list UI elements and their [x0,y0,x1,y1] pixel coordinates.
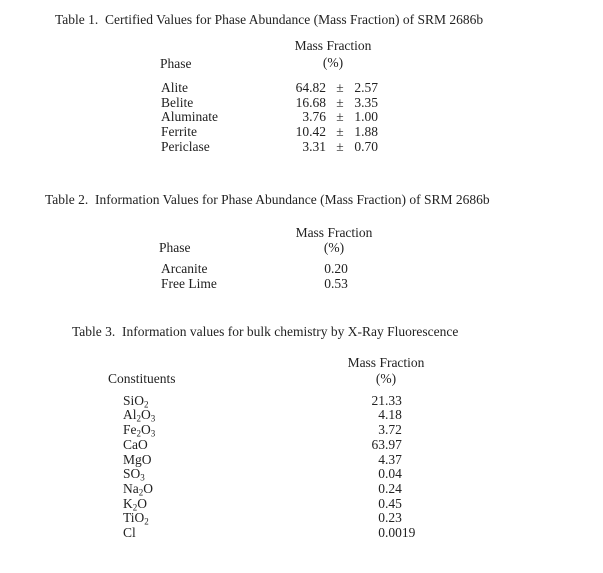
table-row [0,525,603,540]
mass-fraction-value-fraction: .23 [385,510,402,526]
formula-text: TiO [123,510,145,526]
table-2-value-column-header-line2: (%) [323,239,345,255]
mass-fraction-value-fraction: .45 [385,495,402,511]
mass-fraction-value-fraction: .33 [385,392,402,408]
mass-fraction-value-integer: 4 [378,451,385,467]
table-row [0,393,603,408]
mass-fraction-value-fraction: .20 [331,260,348,276]
formula-text: O [137,495,147,511]
mass-fraction-value-integer: 4 [378,407,385,423]
mass-fraction-value-integer: 0 [378,525,385,541]
formula-text: O [143,480,153,496]
mass-fraction-value-integer: 3 [378,422,385,438]
mass-fraction-value-integer: 0 [378,495,385,511]
table-row [0,481,603,496]
table-row [0,261,603,276]
formula-text: Aluminate [161,109,218,125]
mass-fraction-value-integer: 0 [324,260,331,276]
table-row [0,124,603,139]
formula-text: O [141,407,151,423]
table-1-value-column-header-line2: (%) [322,54,344,70]
mass-fraction-value-fraction: .0019 [385,525,416,541]
formula-subscript: 2 [136,428,141,439]
formula-text: Periclase [161,138,210,154]
table-2-phase-column-header: Phase [159,239,191,255]
mass-fraction-value-fraction: .97 [385,436,402,452]
formula-subscript: 2 [132,502,138,513]
constituent-name [123,437,148,452]
table-row [0,452,603,467]
phase-name [161,80,188,95]
table-1-value-column-header-line1: Mass Fraction [294,38,372,53]
formula-subscript: 3 [150,413,156,424]
mass-fraction-value-fraction: .24 [385,480,402,496]
table-2-body [0,261,603,296]
table-row [0,510,603,525]
phase-name [161,95,193,110]
formula-subscript: 2 [136,413,141,424]
formula-subscript: 3 [140,472,145,483]
table-row [0,437,603,452]
uncertainty-value: 2.57 [354,79,378,95]
table-3-value-column-header-line2: (%) [375,370,397,386]
constituent-name [123,525,136,540]
phase-name [161,276,217,291]
uncertainty-value: 0.70 [354,138,378,154]
formula-text: K [123,495,133,511]
plus-minus-sign: ± [336,109,344,125]
mass-fraction-value-fraction: .04 [385,466,402,482]
mass-fraction-value-fraction: .53 [331,275,348,291]
mass-fraction-value-integer: 0 [324,275,331,291]
uncertainty-value: 1.00 [354,109,378,125]
mass-fraction-value: 64.82 [295,79,326,95]
formula-text: Cl [123,525,136,541]
table-2-value-column-header-line1: Mass Fraction [295,225,373,240]
plus-minus-sign: ± [336,124,344,140]
constituent-name [123,452,152,467]
phase-name [161,124,197,139]
uncertainty-value: 1.88 [354,124,378,140]
table-row [0,109,603,124]
phase-name [161,261,207,276]
formula-text: Free Lime [161,275,217,291]
table-1-phase-column-header: Phase [160,55,192,71]
formula-text: CaO [123,436,148,452]
formula-text: MgO [123,451,152,467]
formula-text: SiO [123,392,145,408]
formula-text: Arcanite [161,260,208,276]
table-row [0,422,603,437]
uncertainty-value: 3.35 [354,94,378,110]
table-3-constituents-column-header: Constituents [108,370,176,386]
table-1-body [0,80,603,160]
mass-fraction-value: 10.42 [295,124,326,140]
mass-fraction-value: 3.31 [302,138,326,154]
formula-subscript: 3 [150,428,156,439]
formula-text: Belite [161,94,194,110]
formula-text: Alite [161,79,188,95]
formula-text: Ferrite [161,124,197,140]
table-3-body [0,393,603,548]
plus-minus-sign: ± [336,79,344,95]
plus-minus-sign: ± [336,94,344,110]
table-3-value-column-header-line1: Mass Fraction [347,354,425,370]
table-row [0,139,603,154]
mass-fraction-value-fraction: .72 [385,422,402,438]
mass-fraction-value-fraction: .18 [385,407,402,423]
table-row [0,80,603,95]
formula-subscript: 2 [144,516,149,527]
formula-text: Al [123,407,137,423]
formula-text: Na [123,480,139,496]
table-2-caption: Table 2. Information Values for Phase Abundance (Mass Fraction) of SRM 2686b [45,191,490,207]
mass-fraction-value-integer: 63 [371,436,385,452]
table-row [0,95,603,110]
table-row [0,276,603,291]
formula-text: O [141,422,151,438]
table-1-caption: Table 1. Certified Values for Phase Abundance (Mass Fraction) of SRM 2686b [55,11,484,27]
mass-fraction-value-integer: 21 [371,392,385,408]
mass-fraction-value-fraction: .37 [385,451,402,467]
table-row [0,466,603,481]
formula-text: Fe [123,422,137,438]
mass-fraction-value-integer: 0 [378,510,385,526]
formula-text: SO [123,466,141,482]
phase-name [161,139,210,154]
formula-subscript: 2 [138,487,144,498]
plus-minus-sign: ± [336,138,344,154]
phase-name [161,109,218,124]
mass-fraction-value-integer: 0 [378,466,385,482]
table-row [0,407,603,422]
table-row [0,496,603,511]
table-3-caption: Table 3. Information values for bulk chemistry by X-Ray Fluorescence [72,323,459,339]
mass-fraction-value-integer: 0 [378,480,385,496]
mass-fraction-value: 16.68 [295,94,326,110]
formula-subscript: 2 [144,399,149,410]
mass-fraction-value: 3.76 [302,109,326,125]
